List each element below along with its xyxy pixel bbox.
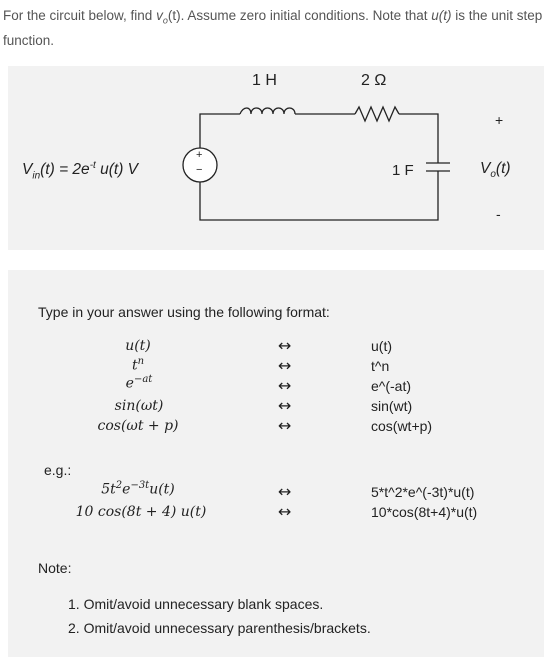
- format-arrow: ↔: [278, 356, 292, 375]
- example-right-2: 10*cos(8t+4)*u(t): [371, 504, 478, 520]
- format-left-sine: sin(ωt): [114, 398, 164, 414]
- example-left-1: $5t^2e^{-3t}u(t)$: [101, 480, 175, 498]
- example-right-1: 5*t^2*e^(-3t)*u(t): [371, 484, 475, 500]
- output-minus: -: [496, 206, 501, 222]
- src-minus-sign: −: [196, 164, 203, 176]
- note-label: Note:: [38, 560, 72, 576]
- format-right-exponential: e^(-at): [371, 378, 412, 394]
- format-right-sine: sin(wt): [371, 398, 413, 414]
- circuit-diagram: [8, 66, 544, 250]
- resistor-label: 2 Ω: [361, 72, 387, 89]
- format-arrow: ↔: [278, 336, 292, 355]
- left-wire-top: [200, 114, 240, 148]
- question-part1: For the circuit below, find: [3, 8, 157, 23]
- inductor-label: 1 H: [252, 72, 277, 89]
- question-text: [3, 6, 548, 51]
- format-left-exponential: $e^{-at}$: [125, 374, 153, 392]
- format-right-unit-step: u(t): [371, 338, 392, 354]
- question-part2: (t). Assume zero initial conditions. Note that: [167, 8, 432, 23]
- src-plus-sign: +: [196, 149, 203, 161]
- format-left-cosine: cos(ωt + p): [97, 418, 179, 434]
- format-panel: [8, 270, 544, 657]
- resistor-zigzag: [355, 107, 399, 121]
- format-left-unit-step: u(t): [125, 338, 151, 354]
- output-voltage-label: $V_o(t)$: [480, 160, 511, 181]
- format-right-power: t^n: [371, 358, 390, 374]
- question-part3: is the unit step function.: [3, 8, 543, 48]
- format-arrow: ↔: [278, 396, 292, 415]
- format-arrow: ↔: [278, 502, 292, 521]
- format-left-power: $t^n$: [131, 356, 145, 374]
- format-arrow: ↔: [278, 416, 292, 435]
- example-label: e.g.:: [44, 462, 72, 478]
- inductor-coils: [240, 108, 295, 114]
- note-item-1: 1. Omit/avoid unnecessary blank spaces.: [68, 596, 324, 612]
- circuit-panel: [8, 66, 544, 250]
- output-plus: +: [495, 112, 504, 128]
- right-wire-top: [399, 114, 438, 163]
- vo-symbol: $v_o$: [156, 8, 168, 26]
- format-arrow: ↔: [278, 376, 292, 395]
- unit-step-symbol: u(t): [431, 8, 452, 23]
- format-title: Type in your answer using the following format:: [38, 304, 330, 320]
- note-item-2: 2. Omit/avoid unnecessary parenthesis/brackets.: [68, 620, 371, 636]
- example-left-2: 10 cos(8t + 4) u(t): [75, 504, 207, 520]
- capacitor-label: 1 F: [392, 162, 414, 179]
- format-arrow: ↔: [278, 482, 292, 501]
- format-right-cosine: cos(wt+p): [371, 418, 433, 434]
- source-expression: $V_{in}(t) = 2e^{-t}$ u(t) V: [22, 160, 138, 182]
